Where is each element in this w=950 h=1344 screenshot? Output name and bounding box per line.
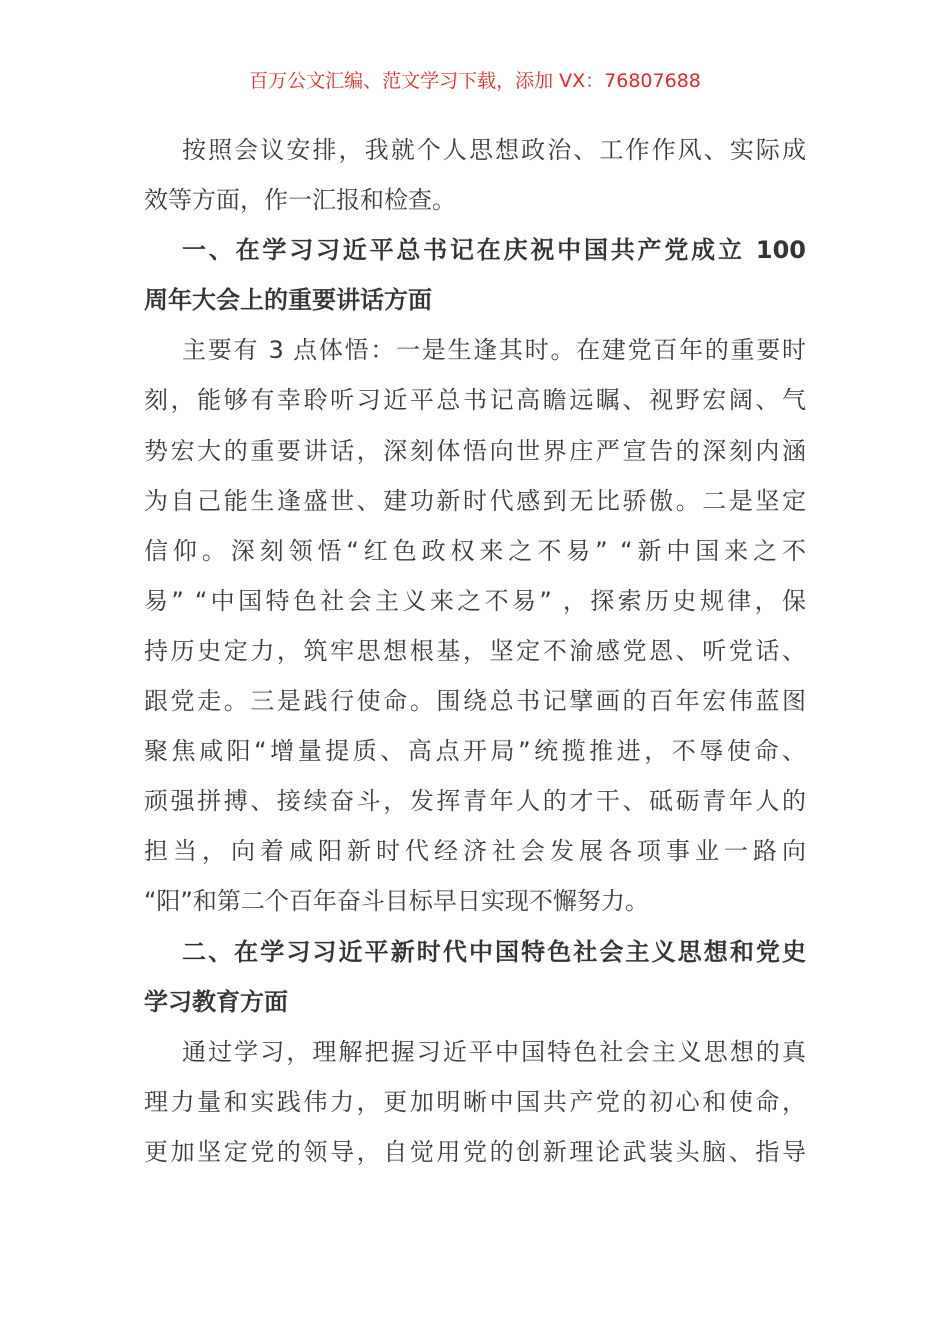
text-line: 持历史定力，筑牢思想根基，坚定不渝感党恩、听党话、 [144,636,806,665]
text-line: 刻，能够有幸聆听习近平总书记高瞻远瞩、视野宏阔、气 [144,386,806,415]
text-line: 二、在学习习近平新时代中国特色社会主义思想和党史 [182,937,806,966]
paragraph [144,125,806,225]
text-line: 顽强拼搏、接续奋斗，发挥青年人的才干、砥砺青年人的 [144,787,806,816]
watermark-header: 百万公文汇编、范文学习下载，添加 VX：76807688 [249,70,701,92]
text-line: 信仰。深刻领悟“红色政权来之不易” “新中国来之不 [144,536,806,565]
paragraph [144,325,806,926]
section-heading [144,225,806,325]
text-line: 理力量和实践伟力，更加明晰中国共产党的初心和使命， [144,1087,806,1116]
text-line: 一、在学习习近平总书记在庆祝中国共产党成立 100 [182,236,806,265]
section-heading [144,927,806,1027]
text-line: 学习教育方面 [144,987,288,1016]
text-line: 效等方面，作一汇报和检查。 [144,186,456,215]
text-line: 周年大会上的重要讲话方面 [144,286,432,315]
text-line: 聚焦咸阳“增量提质、高点开局”统揽推进，不辱使命、 [144,737,806,766]
text-line: 为自己能生逢盛世、建功新时代感到无比骄傲。二是坚定 [144,486,806,515]
text-line: 跟党走。三是践行使命。围绕总书记擘画的百年宏伟蓝图 [144,687,806,716]
text-line: 通过学习，理解把握习近平中国特色社会主义思想的真 [182,1037,806,1066]
text-line: 担当，向着咸阳新时代经济社会发展各项事业一路向 [144,837,806,866]
text-line: “阳”和第二个百年奋斗目标早日实现不懈努力。 [144,887,649,916]
text-line: 更加坚定党的领导，自觉用党的创新理论武装头脑、指导 [144,1137,806,1166]
text-line: 主要有 3 点体悟：一是生逢其时。在建党百年的重要时 [182,336,806,365]
text-line: 按照会议安排，我就个人思想政治、工作作风、实际成 [182,136,806,164]
document-body [144,125,806,1177]
text-line: 势宏大的重要讲话，深刻体悟向世界庄严宣告的深刻内涵 [144,436,806,465]
text-line: 易” “中国特色社会主义来之不易” ，探索历史规律，保 [144,586,806,615]
paragraph [144,1027,806,1177]
